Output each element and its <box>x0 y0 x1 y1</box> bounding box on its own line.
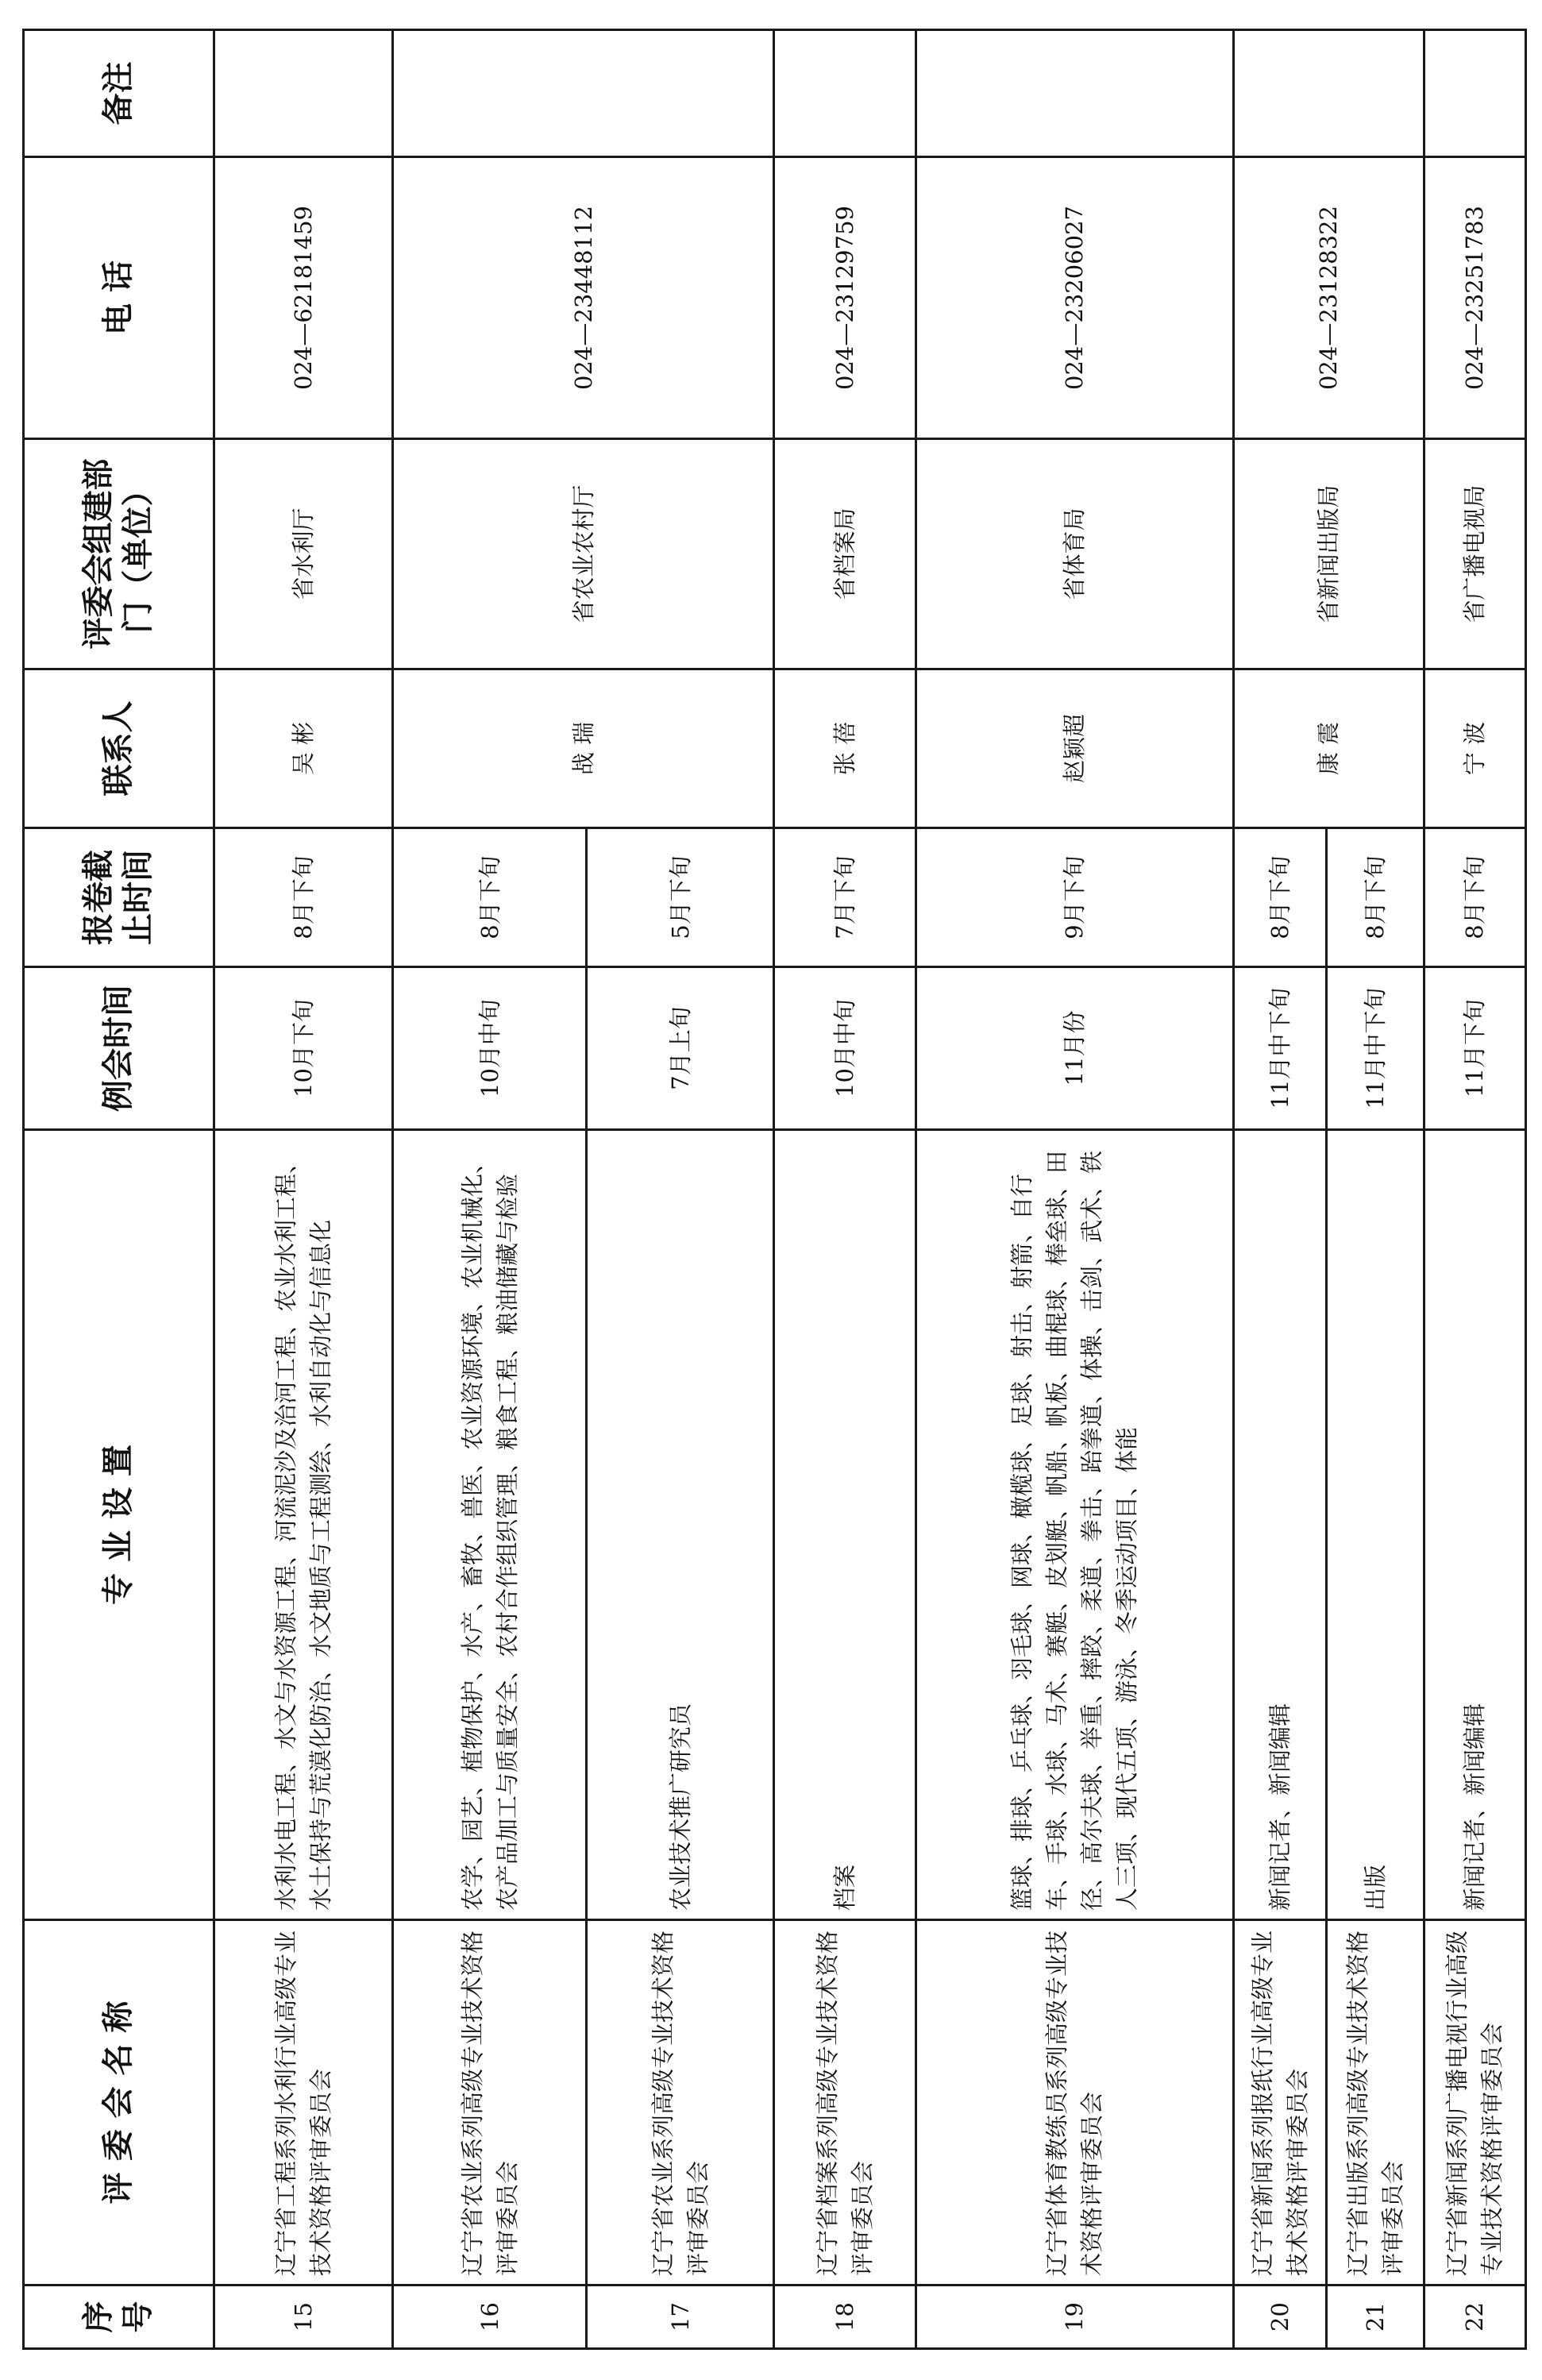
row-meeting-time: 7月上旬 <box>586 967 774 1130</box>
row-specialties: 篮球、排球、乒乓球、羽毛球、网球、橄榄球、足球、射击、射箭、自行车、手球、水球、马术、赛艇、皮划艇、帆船、帆板、曲棍球、棒垒球、田径、高尔夫球、举重、摔跤、柔道、拳击、跆拳道、体操、击剑、武术、铁人三项、现代五项、游泳、冬季运动项目、体能 <box>916 1130 1234 1920</box>
header-deadline: 报卷截止时间 <box>24 828 214 967</box>
table-row <box>1233 30 1326 2349</box>
table-row <box>774 30 916 2349</box>
header-org-dept: 评委会组建部门（单位） <box>24 439 214 669</box>
row-specialties: 新闻记者、新闻编辑 <box>1424 1130 1525 1920</box>
row-remarks <box>774 30 916 157</box>
row-seq: 18 <box>774 2285 916 2349</box>
row-meeting-time: 11月中下旬 <box>1233 967 1326 1130</box>
row-seq: 19 <box>916 2285 1234 2349</box>
row-deadline: 8月下旬 <box>214 828 392 967</box>
row-org-dept: 省水利厅 <box>214 439 392 669</box>
row-phone: 024—23251783 <box>1424 157 1525 439</box>
header-meeting-time: 例会时间 <box>24 967 214 1130</box>
row-deadline: 5月下旬 <box>586 828 774 967</box>
row-deadline: 8月下旬 <box>1233 828 1326 967</box>
row-org-dept: 省体育局 <box>916 439 1234 669</box>
row-meeting-time: 10月中旬 <box>774 967 916 1130</box>
row-committee: 辽宁省新闻系列广播电视行业高级专业技术资格评审委员会 <box>1424 1920 1525 2285</box>
row-phone: 024—62181459 <box>214 157 392 439</box>
row-remarks <box>393 30 774 157</box>
row-meeting-time: 10月中旬 <box>393 967 586 1130</box>
row-seq: 22 <box>1424 2285 1525 2349</box>
row-committee: 辽宁省档案系列高级专业技术资格评审委员会 <box>774 1920 916 2285</box>
row-specialties: 出版 <box>1326 1130 1424 1920</box>
row-committee: 辽宁省新闻系列报纸行业高级专业技术资格评审委员会 <box>1233 1920 1326 2285</box>
header-row <box>24 30 214 2349</box>
row-contact: 宁 波 <box>1424 669 1525 828</box>
row-specialties: 农学、园艺、植物保护、水产、畜牧、兽医、农业资源环境、农业机械化、农产品加工与质量安全、农村合作组织管理、粮食工程、粮油储藏与检验 <box>393 1130 586 1920</box>
row-specialties: 新闻记者、新闻编辑 <box>1233 1130 1326 1920</box>
header-seq: 序号 <box>24 2285 214 2349</box>
row-committee: 辽宁省出版系列高级专业技术资格评审委员会 <box>1326 1920 1424 2285</box>
row-seq: 17 <box>586 2285 774 2349</box>
row-phone: 024—23206027 <box>916 157 1234 439</box>
row-meeting-time: 11月中下旬 <box>1326 967 1424 1130</box>
table-row <box>214 30 392 2349</box>
row-org-dept: 省广播电视局 <box>1424 439 1525 669</box>
row-phone: 024—23128322 <box>1233 157 1424 439</box>
row-seq: 20 <box>1233 2285 1326 2349</box>
committee-table <box>22 29 1527 2350</box>
row-remarks <box>1424 30 1525 157</box>
row-deadline: 8月下旬 <box>1424 828 1525 967</box>
row-specialties: 农业技术推广研究员 <box>586 1130 774 1920</box>
row-committee: 辽宁省工程系列水利行业高级专业技术资格评审委员会 <box>214 1920 392 2285</box>
row-remarks <box>214 30 392 157</box>
row-org-dept: 省新闻出版局 <box>1233 439 1424 669</box>
row-seq: 21 <box>1326 2285 1424 2349</box>
row-contact: 吴 彬 <box>214 669 392 828</box>
row-deadline: 8月下旬 <box>393 828 586 967</box>
row-seq: 15 <box>214 2285 392 2349</box>
table-row <box>1424 30 1525 2349</box>
row-org-dept: 省档案局 <box>774 439 916 669</box>
row-org-dept: 省农业农村厅 <box>393 439 774 669</box>
row-specialties: 水利水电工程、水文与水资源工程、河流泥沙及治河工程、农业水利工程、水土保持与荒漠化防治、水文地质与工程测绘、水利自动化与信息化 <box>214 1130 392 1920</box>
row-committee: 辽宁省体育教练员系列高级专业技术资格评审委员会 <box>916 1920 1234 2285</box>
header-specialties: 专 业 设 置 <box>24 1130 214 1920</box>
row-remarks <box>1233 30 1424 157</box>
header-contact: 联系人 <box>24 669 214 828</box>
row-deadline: 7月下旬 <box>774 828 916 967</box>
header-remarks: 备注 <box>24 30 214 157</box>
row-contact: 康 震 <box>1233 669 1424 828</box>
row-deadline: 8月下旬 <box>1326 828 1424 967</box>
row-remarks <box>916 30 1234 157</box>
row-meeting-time: 10月下旬 <box>214 967 392 1130</box>
row-committee: 辽宁省农业系列高级专业技术资格评审委员会 <box>586 1920 774 2285</box>
row-contact: 赵颖超 <box>916 669 1234 828</box>
row-specialties: 档案 <box>774 1130 916 1920</box>
table-row <box>916 30 1234 2349</box>
header-committee: 评 委 会 名 称 <box>24 1920 214 2285</box>
row-committee: 辽宁省农业系列高级专业技术资格评审委员会 <box>393 1920 586 2285</box>
table-row <box>393 30 586 2349</box>
row-phone: 024—23129759 <box>774 157 916 439</box>
row-contact: 战 瑞 <box>393 669 774 828</box>
row-deadline: 9月下旬 <box>916 828 1234 967</box>
row-meeting-time: 11月份 <box>916 967 1234 1130</box>
row-seq: 16 <box>393 2285 586 2349</box>
header-phone: 电 话 <box>24 157 214 439</box>
row-contact: 张 蓓 <box>774 669 916 828</box>
row-phone: 024—23448112 <box>393 157 774 439</box>
row-meeting-time: 11月下旬 <box>1424 967 1525 1130</box>
